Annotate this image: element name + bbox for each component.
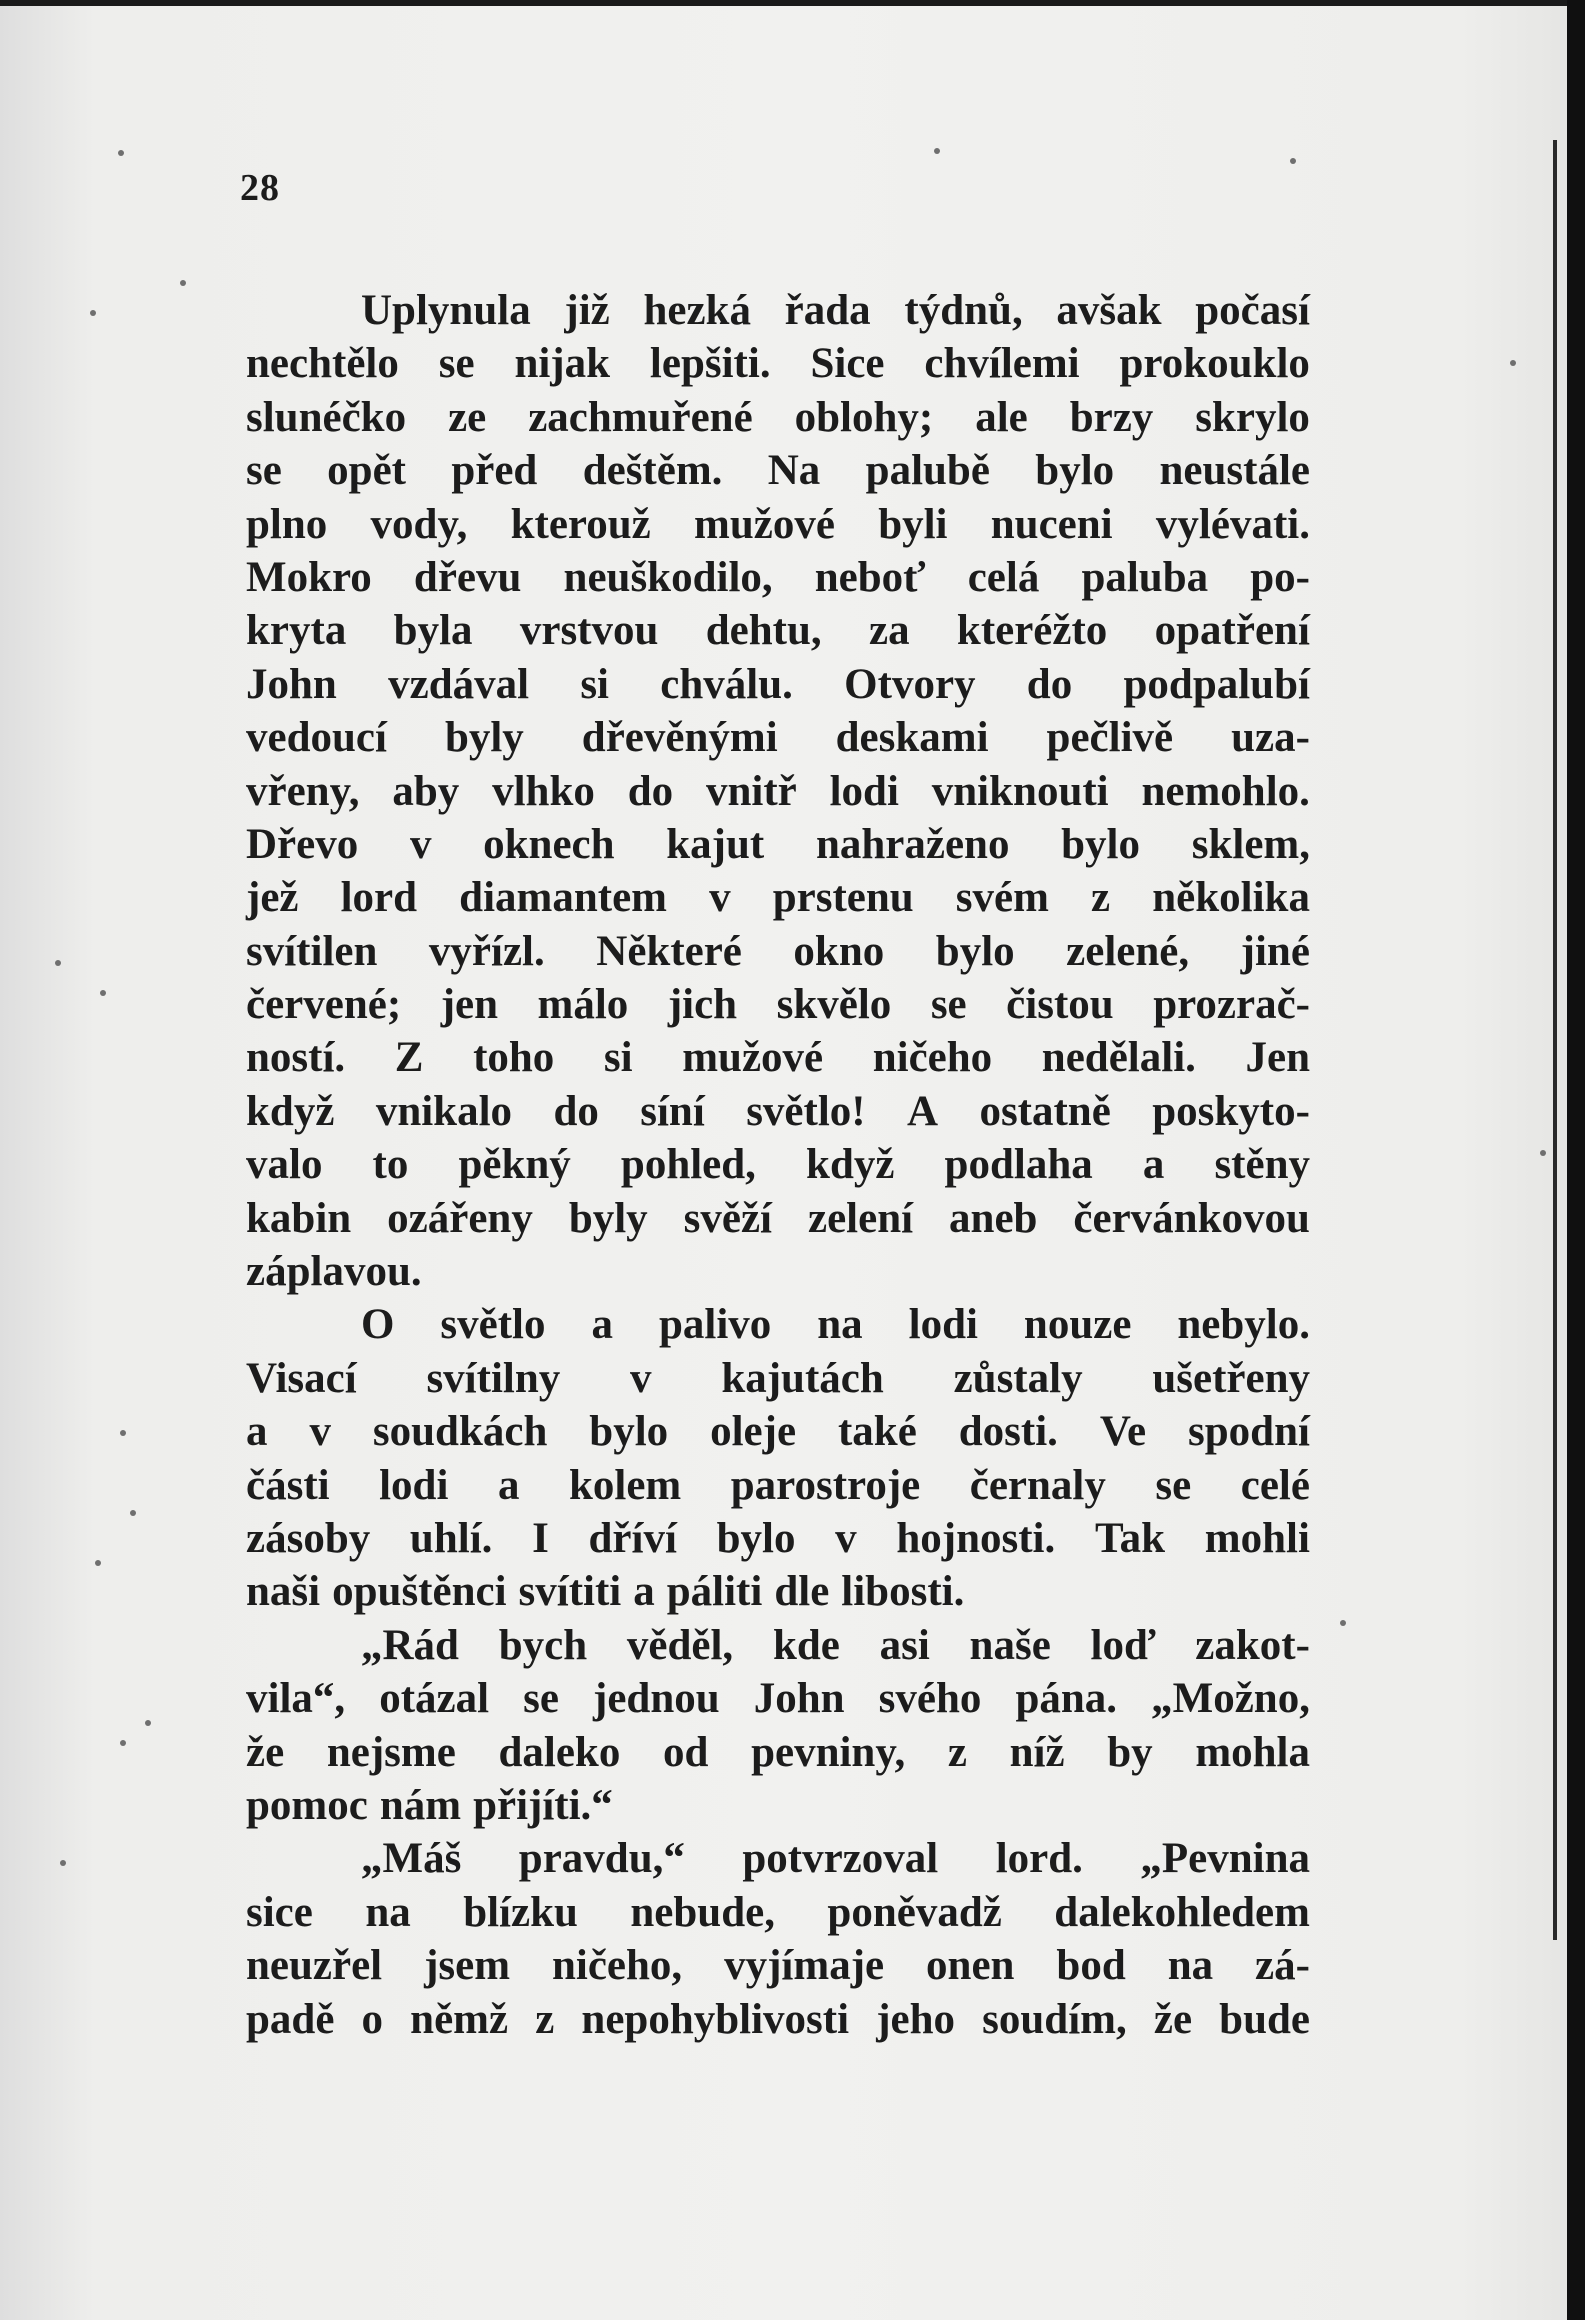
word: nouze: [1023, 1301, 1132, 1349]
text-line: [246, 1939, 1310, 1992]
word: ností.: [246, 1034, 346, 1082]
word: a: [591, 1301, 613, 1349]
word: pána.: [1015, 1675, 1118, 1723]
word: černaly: [969, 1461, 1106, 1509]
word: čistou: [1006, 981, 1114, 1029]
word: hezká: [643, 287, 751, 334]
word: „Máš: [361, 1835, 462, 1883]
speck: [118, 150, 124, 156]
word: dle: [774, 1568, 830, 1616]
word: a: [497, 1461, 520, 1509]
word: Mokro: [246, 553, 372, 601]
word: nijak: [514, 340, 611, 388]
word: aby: [392, 767, 460, 815]
word: že: [246, 1728, 285, 1776]
word: kabin: [246, 1194, 352, 1242]
word: padě: [246, 1995, 335, 2043]
scan-top-border: [0, 0, 1585, 6]
word: soudím,: [982, 1995, 1127, 2043]
text-line: [246, 925, 1310, 978]
word: mužové: [682, 1034, 824, 1082]
word: bude: [1219, 1995, 1310, 2043]
text-line: [246, 711, 1310, 764]
word: jich: [667, 981, 738, 1029]
word: vyjímaje: [724, 1942, 885, 1990]
word: vody,: [370, 500, 468, 548]
word: prokouklo: [1119, 340, 1310, 388]
text-line: [246, 1832, 1310, 1885]
word: na: [1167, 1942, 1214, 1990]
word: z: [535, 1995, 555, 2043]
word: deštěm.: [582, 447, 723, 495]
text-line: [246, 1779, 1310, 1832]
word: libosti.: [841, 1568, 965, 1616]
speck: [1540, 1150, 1546, 1156]
speck: [145, 1720, 151, 1726]
speck: [100, 990, 106, 996]
word: ale: [975, 393, 1028, 441]
word: části: [246, 1461, 330, 1509]
word: jež: [246, 874, 299, 922]
word: skvělo: [776, 981, 892, 1029]
text-line: [246, 1192, 1310, 1245]
word: o: [361, 1995, 384, 2043]
word: nuceni: [990, 500, 1113, 548]
word: zásoby: [246, 1514, 371, 1562]
word: se: [1155, 1461, 1192, 1509]
word: záplavou.: [246, 1248, 422, 1296]
word: uhlí.: [409, 1514, 493, 1562]
word: neuzřel: [246, 1942, 383, 1990]
word: a: [1142, 1141, 1165, 1189]
word: se: [930, 981, 967, 1029]
word: ušetřeny: [1152, 1354, 1310, 1402]
word: vřeny,: [246, 767, 360, 815]
word: kryta: [246, 607, 347, 655]
word: stěny: [1214, 1141, 1310, 1189]
word: loď: [1090, 1621, 1156, 1669]
word: vylévati.: [1155, 500, 1310, 548]
word: jiné: [1240, 927, 1310, 975]
word: valo: [246, 1141, 323, 1189]
word: nedělali.: [1041, 1034, 1196, 1082]
word: oblohy;: [794, 393, 934, 441]
word: v: [709, 874, 731, 922]
word: a: [633, 1568, 655, 1616]
word: z: [1091, 874, 1111, 922]
word: opuštěnci: [332, 1568, 507, 1616]
word: O: [361, 1301, 395, 1349]
word: jeho: [876, 1995, 956, 2043]
word: prozrač-: [1153, 981, 1310, 1029]
word: nahraženo: [815, 820, 1010, 868]
speck: [180, 280, 186, 286]
word: po-: [1250, 553, 1310, 601]
text-line: [246, 1405, 1310, 1458]
word: celá: [967, 553, 1040, 601]
word: sklem,: [1191, 820, 1310, 868]
word: síní: [640, 1087, 705, 1135]
word: do: [1026, 660, 1073, 708]
word: Z: [394, 1034, 424, 1082]
word: pevniny,: [751, 1728, 906, 1776]
word: vnitř: [705, 767, 797, 815]
word: před: [451, 447, 538, 495]
word: červené;: [246, 981, 402, 1029]
word: vzdával: [388, 660, 530, 708]
word: poněvadž: [827, 1888, 1002, 1936]
word: vlhko: [492, 767, 595, 815]
word: soudkách: [372, 1408, 548, 1456]
word: nepohyblivosti: [581, 1995, 850, 2043]
page-number: 28: [240, 167, 280, 209]
word: bod: [1056, 1942, 1126, 1990]
word: se: [438, 340, 475, 388]
word: svého: [878, 1675, 982, 1723]
word: kolem: [568, 1461, 682, 1509]
binding-line: [1553, 140, 1557, 1940]
speck: [120, 1430, 126, 1436]
word: Na: [767, 447, 821, 495]
text-line: [246, 871, 1310, 924]
word: za: [868, 607, 910, 655]
word: byli: [878, 500, 948, 548]
text-line: [246, 658, 1310, 711]
word: nejsme: [326, 1728, 456, 1776]
word: vyřízl.: [428, 927, 545, 975]
word: pečlivě: [1046, 714, 1174, 762]
word: světlo!: [746, 1087, 866, 1135]
word: deskami: [835, 714, 989, 762]
word: dřevěnými: [581, 714, 778, 762]
word: daleko: [498, 1728, 621, 1776]
word: dehtu,: [705, 607, 822, 655]
word: jen: [440, 981, 499, 1029]
word: byla: [393, 607, 473, 655]
word: řada: [784, 287, 871, 334]
word: lord.: [995, 1835, 1083, 1883]
word: vedoucí: [246, 714, 387, 762]
word: naši: [246, 1568, 321, 1616]
word: červánkovou: [1073, 1194, 1310, 1242]
word: opět: [327, 447, 406, 495]
word: naše: [969, 1621, 1051, 1669]
word: ozářeny: [387, 1194, 533, 1242]
word: v: [309, 1408, 331, 1456]
word: svém: [955, 874, 1049, 922]
speck: [130, 1510, 136, 1516]
word: John: [246, 660, 337, 708]
word: mohla: [1195, 1728, 1310, 1776]
speck: [120, 1740, 126, 1746]
body-text: [246, 284, 1310, 2046]
word: ze: [448, 393, 487, 441]
word: nechtělo: [246, 340, 399, 388]
text-line: [246, 284, 1310, 337]
word: Ve: [1099, 1408, 1147, 1456]
word: neuškodilo,: [563, 553, 773, 601]
word: brzy: [1069, 393, 1154, 441]
word: nebude,: [630, 1888, 775, 1936]
word: Sice: [810, 340, 885, 388]
text-line: [246, 765, 1310, 818]
word: na: [365, 1888, 411, 1936]
scan-right-edge: [1567, 0, 1585, 2320]
speck: [1290, 158, 1296, 164]
word: chvílemi: [924, 340, 1080, 388]
word: parostroje: [730, 1461, 921, 1509]
word: to: [372, 1141, 409, 1189]
text-line: [246, 978, 1310, 1031]
word: kterouž: [510, 500, 651, 548]
word: v: [835, 1514, 857, 1562]
word: Některé: [596, 927, 742, 975]
word: když: [246, 1087, 335, 1135]
word: svěží: [683, 1194, 773, 1242]
word: byly: [444, 714, 524, 762]
word: avšak: [1056, 287, 1162, 334]
word: ostatně: [979, 1087, 1111, 1135]
text-line: [246, 1298, 1310, 1351]
text-line: [246, 1512, 1310, 1565]
text-line: [246, 337, 1310, 390]
text-line: [246, 1619, 1310, 1672]
word: již: [564, 287, 610, 334]
word: pohled,: [620, 1141, 756, 1189]
word: mohli: [1204, 1514, 1310, 1562]
word: z: [947, 1728, 967, 1776]
text-line: [246, 1459, 1310, 1512]
word: asi: [879, 1621, 930, 1669]
word: se: [523, 1675, 559, 1723]
word: zelení: [807, 1194, 914, 1242]
word: opatření: [1154, 607, 1310, 655]
text-line: [246, 1031, 1310, 1084]
word: zá-: [1255, 1942, 1310, 1990]
word: do: [553, 1087, 599, 1135]
word: diamantem: [459, 874, 667, 922]
word: pravdu,“: [518, 1835, 685, 1883]
word: I: [532, 1514, 549, 1562]
word: hojnosti.: [896, 1514, 1056, 1562]
word: němž: [410, 1995, 509, 2043]
text-line: [246, 1245, 1310, 1298]
word: prstenu: [772, 874, 914, 922]
word: když: [806, 1141, 895, 1189]
word: si: [603, 1034, 633, 1082]
word: Uplynula: [361, 287, 531, 334]
word: plno: [246, 500, 328, 548]
word: toho: [473, 1034, 555, 1082]
word: týdnů,: [904, 287, 1023, 334]
word: páliti: [666, 1568, 763, 1616]
word: se: [246, 447, 282, 495]
word: bylo: [1061, 820, 1141, 868]
word: věděl,: [626, 1621, 734, 1669]
word: bych: [498, 1621, 588, 1669]
word: neboť: [814, 553, 926, 601]
word: Dřevo: [246, 820, 359, 868]
text-line: [246, 1993, 1310, 2046]
word: zůstaly: [953, 1354, 1083, 1402]
word: bylo: [935, 927, 1015, 975]
word: svítilen: [246, 927, 378, 975]
text-line: [246, 1726, 1310, 1779]
word: počasí: [1195, 287, 1310, 334]
word: otázal: [379, 1675, 490, 1723]
text-line: [246, 1138, 1310, 1191]
speck: [90, 310, 96, 316]
word: Jen: [1245, 1034, 1310, 1082]
word: dříví: [588, 1514, 677, 1562]
word: okno: [793, 927, 885, 975]
word: několika: [1152, 874, 1310, 922]
text-line: [246, 1085, 1310, 1138]
word: „Pevnina: [1140, 1835, 1310, 1883]
word: ničeho: [872, 1034, 993, 1082]
word: onen: [926, 1942, 1015, 1990]
speck: [95, 1560, 101, 1566]
word: „Rád: [361, 1621, 459, 1669]
word: vila“,: [246, 1675, 346, 1723]
word: sice: [246, 1888, 313, 1936]
text-line: [246, 1886, 1310, 1939]
word: byly: [568, 1194, 648, 1242]
text-line: [246, 1352, 1310, 1405]
text-line: [246, 498, 1310, 551]
word: jednou: [593, 1675, 720, 1723]
word: neustále: [1159, 447, 1310, 495]
word: vniknouti: [931, 767, 1109, 815]
word: v: [409, 820, 432, 868]
word: nám: [379, 1781, 462, 1829]
word: slunéčko: [246, 393, 407, 441]
word: uza-: [1231, 714, 1310, 762]
speck: [60, 1860, 66, 1866]
word: paluba: [1081, 553, 1209, 601]
speck: [1340, 1620, 1346, 1626]
word: nebylo.: [1177, 1301, 1310, 1349]
word: pomoc: [246, 1781, 368, 1829]
word: celé: [1240, 1461, 1310, 1509]
word: na: [817, 1301, 863, 1349]
word: lodi: [829, 767, 899, 815]
word: v: [630, 1354, 652, 1402]
text-line: [246, 551, 1310, 604]
word: aneb: [949, 1194, 1038, 1242]
word: kteréžto: [956, 607, 1108, 655]
text-line: [246, 818, 1310, 871]
word: oleje: [710, 1408, 797, 1456]
word: blízku: [463, 1888, 578, 1936]
word: Otvory: [844, 660, 976, 708]
word: také: [837, 1408, 917, 1456]
word: dalekohledem: [1054, 1888, 1310, 1936]
word: kde: [772, 1621, 840, 1669]
word: bylo: [716, 1514, 796, 1562]
word: přijíti.“: [473, 1781, 613, 1829]
word: jsem: [424, 1942, 511, 1990]
text-line: [246, 444, 1310, 497]
word: palubě: [865, 447, 990, 495]
word: „Možno,: [1151, 1675, 1310, 1723]
word: palivo: [658, 1301, 772, 1349]
word: kajut: [666, 820, 765, 868]
text-line: [246, 391, 1310, 444]
text-line: [246, 1672, 1310, 1725]
word: ničeho,: [551, 1942, 683, 1990]
word: že: [1153, 1995, 1193, 2043]
word: kajutách: [721, 1354, 884, 1402]
word: svítiti: [518, 1568, 622, 1616]
word: zakot-: [1195, 1621, 1310, 1669]
word: spodní: [1188, 1408, 1310, 1456]
word: zelené,: [1066, 927, 1190, 975]
word: do: [627, 767, 674, 815]
word: vnikalo: [375, 1087, 513, 1135]
word: A: [906, 1087, 939, 1135]
word: pěkný: [458, 1141, 571, 1189]
word: bylo: [589, 1408, 669, 1456]
text-line: [246, 604, 1310, 657]
word: a: [246, 1408, 268, 1456]
word: potvrzoval: [742, 1835, 939, 1883]
word: si: [580, 660, 610, 708]
word: nemohlo.: [1141, 767, 1310, 815]
word: dosti.: [958, 1408, 1058, 1456]
word: od: [662, 1728, 709, 1776]
word: níž: [1009, 1728, 1065, 1776]
word: podlaha: [944, 1141, 1093, 1189]
speck: [55, 960, 61, 966]
word: Tak: [1094, 1514, 1166, 1562]
word: lodi: [379, 1461, 449, 1509]
word: zachmuřené: [528, 393, 753, 441]
word: svítilny: [426, 1354, 561, 1402]
word: John: [753, 1675, 845, 1723]
word: by: [1107, 1728, 1153, 1776]
word: vrstvou: [519, 607, 659, 655]
word: poskyto-: [1152, 1087, 1310, 1135]
word: mužové: [694, 500, 835, 548]
word: Visací: [246, 1354, 357, 1402]
word: podpalubí: [1123, 660, 1310, 708]
word: lord: [340, 874, 418, 922]
word: lepšiti.: [649, 340, 771, 388]
word: bylo: [1035, 447, 1115, 495]
word: oknech: [483, 820, 615, 868]
speck: [1510, 360, 1516, 366]
word: dřevu: [413, 553, 522, 601]
word: světlo: [440, 1301, 546, 1349]
text-line: [246, 1565, 1310, 1618]
word: málo: [537, 981, 629, 1029]
speck: [934, 148, 940, 154]
word: lodi: [908, 1301, 978, 1349]
word: chválu.: [660, 660, 793, 708]
word: skrylo: [1195, 393, 1310, 441]
